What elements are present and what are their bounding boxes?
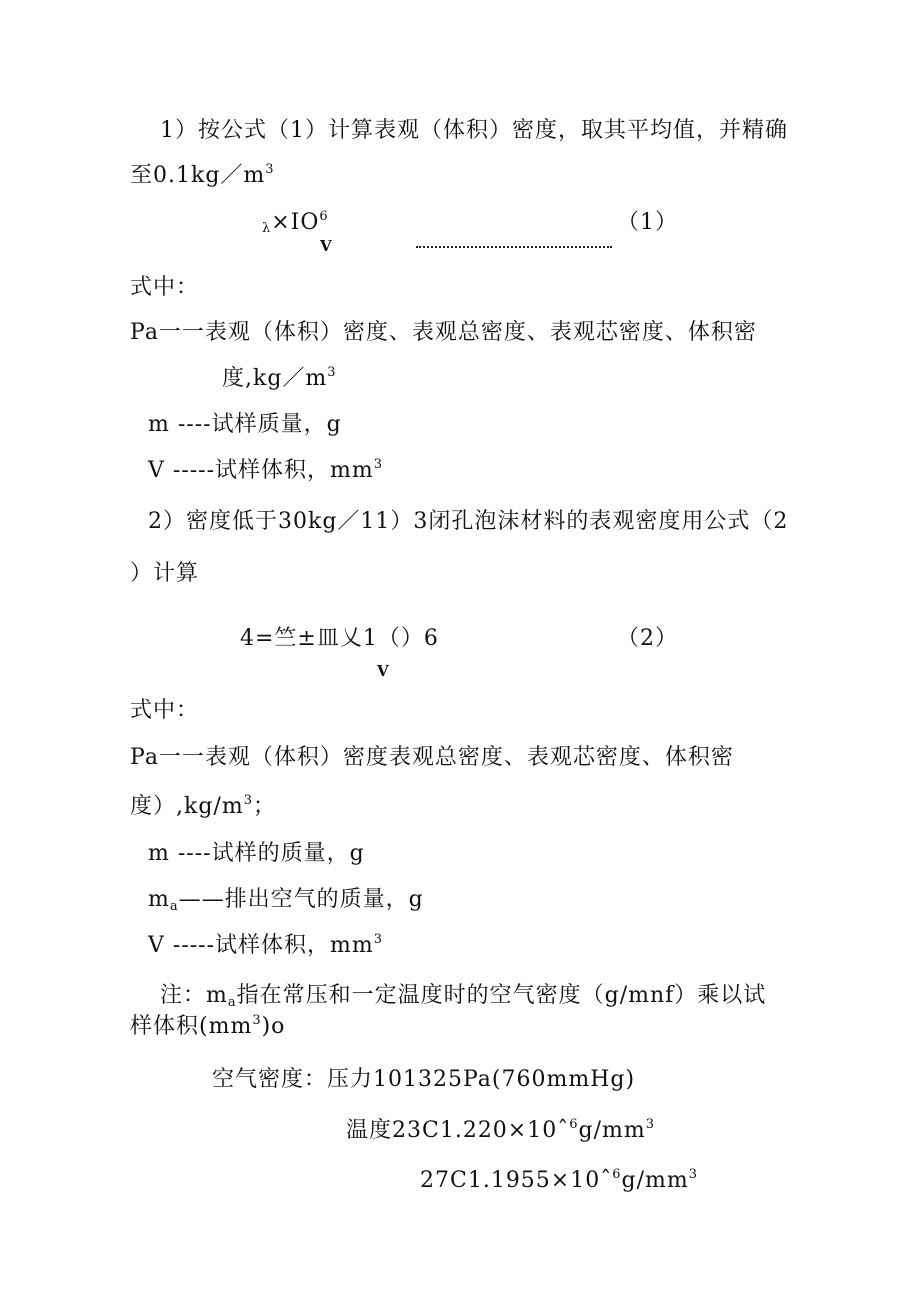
where-2-ma-sub: a	[169, 899, 179, 914]
air-density-line-3-sup-2: 3	[688, 1167, 699, 1182]
formula-2-denominator: V	[377, 662, 389, 680]
where-2-label: 式中：	[130, 698, 200, 723]
where-2-pa-line-2	[130, 794, 276, 820]
air-density-line-2-sup-2: 3	[645, 1117, 656, 1132]
formula-1-number: （1）	[617, 210, 678, 235]
note-rest: 指在常压和一定温度时的空气密度（g/mnf）乘以试	[236, 983, 767, 1008]
air-density-line-2-sup-1: 6	[569, 1117, 579, 1132]
note-sub: a	[227, 995, 237, 1010]
where-2-ma-line	[148, 887, 424, 913]
where-1-m-line: m ----试样质量，g	[148, 412, 342, 437]
air-density-line-3	[420, 1168, 698, 1194]
where-2-ma-rest: ——排出空气的质量，g	[178, 887, 424, 912]
air-density-line-2-text: 温度23C1.220×10ˆ	[346, 1118, 570, 1143]
note-line-2-sup: 3	[252, 1013, 262, 1028]
where-2-v-line	[148, 933, 383, 959]
formula-1-sup: 6	[319, 209, 329, 224]
paragraph-1-line-2-text: 至0.1kg／m	[130, 163, 266, 188]
where-1-pa-line-2-sup: 3	[327, 365, 337, 380]
where-2-pa-line-2-text: 度）,kg/m	[130, 794, 244, 819]
formula-1-denominator: V	[320, 237, 332, 255]
air-density-line-3-text: 27C1.1955×10ˆ	[420, 1168, 613, 1193]
paragraph-2-line-1: 2）密度低于30kg／11）3闭孔泡沫材料的表观密度用公式（2	[148, 509, 789, 534]
formula-1	[262, 210, 329, 242]
where-1-v-line	[148, 458, 383, 484]
paragraph-2-line-2: ）计算	[130, 561, 200, 586]
where-2-ma-prefix: m	[148, 887, 170, 912]
paragraph-1-line-2	[130, 163, 275, 189]
note-line-2	[130, 1014, 285, 1040]
air-density-line-3-sup-1: 6	[612, 1167, 622, 1182]
formula-2-number: （2）	[617, 626, 678, 651]
note-line-1	[160, 983, 766, 1009]
air-density-line-2-mid: g/mm	[578, 1118, 646, 1143]
formula-2-body: 4=竺±皿乂1（）6	[240, 626, 439, 651]
air-density-line-1: 空气密度：压力101325Pa(760mmHg)	[212, 1067, 636, 1092]
note-line-2-tail: )o	[261, 1014, 286, 1039]
paragraph-1-line-1: 1）按公式（1）计算表观（体积）密度，取其平均值，并精确	[160, 118, 788, 143]
formula-1-body: ×IO	[271, 210, 320, 235]
paragraph-1-line-2-sup: 3	[265, 162, 275, 177]
where-1-v-line-sup: 3	[373, 457, 384, 472]
where-1-v-line-text: V -----试样体积，mm	[148, 458, 374, 483]
where-1-pa-line-2	[222, 366, 337, 392]
where-2-pa-line-2-tail: ；	[252, 794, 276, 819]
where-2-v-line-sup: 3	[373, 932, 384, 947]
formula-1-lambda: λ	[262, 221, 272, 236]
where-1-pa-line-2-text: 度,kg／m	[222, 366, 328, 391]
where-2-pa-line-1: Pa一一表观（体积）密度表观总密度、表观芯密度、体积密	[130, 745, 734, 770]
where-1-label: 式中：	[130, 275, 200, 300]
where-2-pa-line-2-sup: 3	[243, 793, 253, 808]
note-prefix: 注：m	[160, 983, 228, 1008]
where-2-v-line-text: V -----试样体积，mm	[148, 933, 374, 958]
where-2-m-line: m ----试样的质量，g	[148, 841, 365, 866]
formula-1-leader-dots	[416, 246, 612, 248]
air-density-line-2	[346, 1118, 655, 1144]
air-density-line-3-mid: g/mm	[621, 1168, 689, 1193]
note-line-2-text: 样体积(mm	[130, 1014, 253, 1039]
where-1-pa-line-1: Pa一一表观（体积）密度、表观总密度、表观芯密度、体积密	[130, 320, 757, 345]
